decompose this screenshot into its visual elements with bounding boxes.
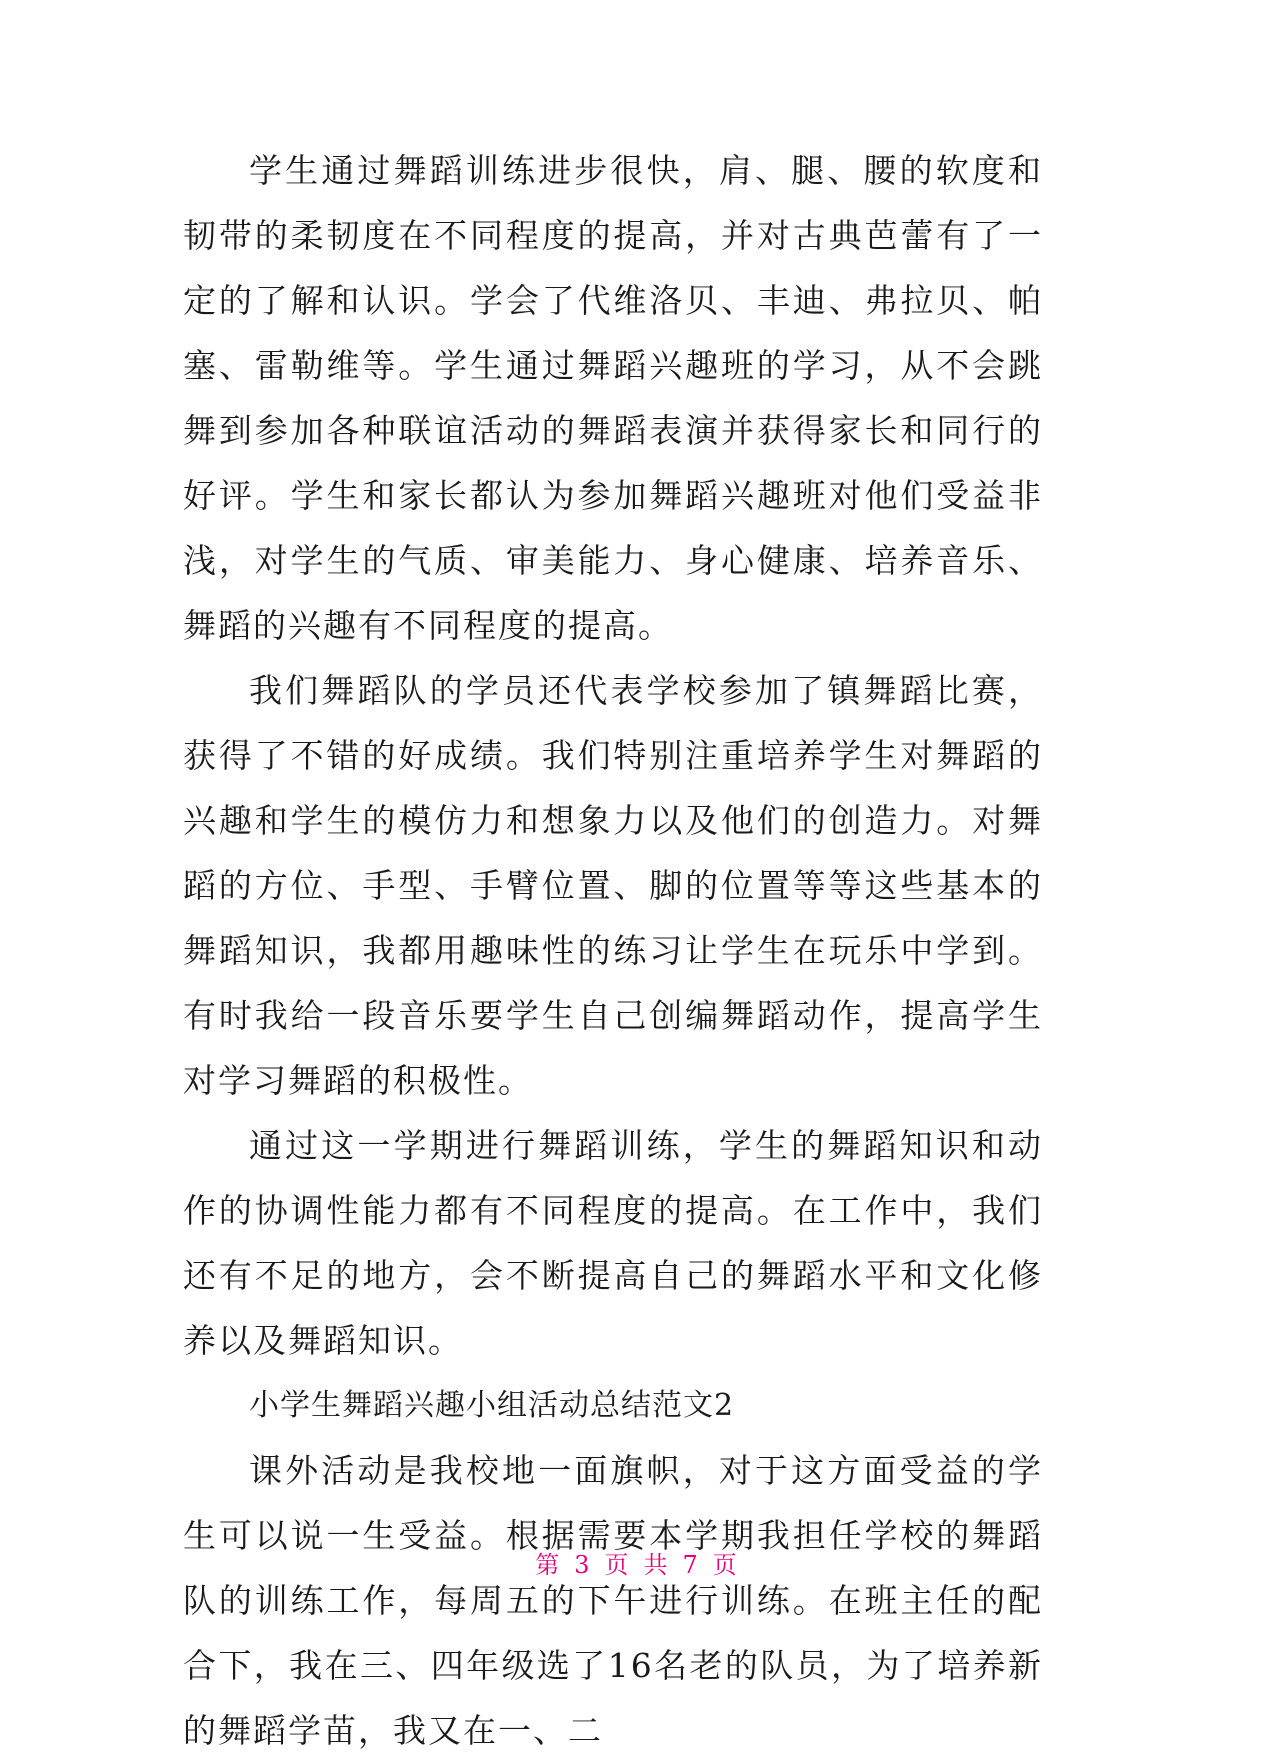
footer-current-page: 3 [574,1551,593,1579]
paragraph-dance-team-competition: 我们舞蹈队的学员还代表学校参加了镇舞蹈比赛，获得了不错的好成绩。我们特别注重培养学生对舞蹈的兴趣和学生的模仿力和想象力以及他们的创造力。对舞蹈的方位、手型、手臂位置、脚的位置等等这些基本的舞蹈知识，我都用趣味性的练习让学生在玩乐中学到。有时我给一段音乐要学生自己创编舞蹈动作，提高学生对学习舞蹈的积极性。 [183,671,1043,1100]
paragraph-semester-summary: 通过这一学期进行舞蹈训练，学生的舞蹈知识和动作的协调性能力都有不同程度的提高。在工作中，我们还有不足的地方，会不断提高自己的舞蹈水平和文化修养以及舞蹈知识。 [183,1126,1043,1360]
page-footer [0,1545,1275,1580]
paragraph-extracurricular: 课外活动是我校地一面旗帜，对于这方面受益的学生可以说一生受益。根据需要本学期我担任学校的舞蹈队的训练工作，每周五的下午进行训练。在班主任的配合下，我在三、四年级选了16名老的队员，为了培养新的舞蹈学苗，我又在一、二 [183,1451,1043,1750]
document-body [183,138,1043,1763]
footer-prefix: 第 [535,1551,563,1579]
footer-total-pages: 7 [682,1551,701,1579]
paragraph-dance-progress: 学生通过舞蹈训练进步很快，肩、腿、腰的软度和韧带的柔韧度在不同程度的提高，并对古典芭蕾有了一定的了解和认识。学会了代维洛贝、丰迪、弗拉贝、帕塞、雷勒维等。学生通过舞蹈兴趣班的学习，从不会跳舞到参加各种联谊活动的舞蹈表演并获得家长和同行的好评。学生和家长都认为参加舞蹈兴趣班对他们受益非浅，对学生的气质、审美能力、身心健康、培养音乐、舞蹈的兴趣有不同程度的提高。 [183,151,1043,645]
footer-suffix: 页 [712,1551,740,1579]
footer-page-word: 页 [604,1551,632,1579]
section-heading: 小学生舞蹈兴趣小组活动总结范文2 [249,1388,735,1423]
footer-total-prefix: 共 [643,1551,671,1579]
